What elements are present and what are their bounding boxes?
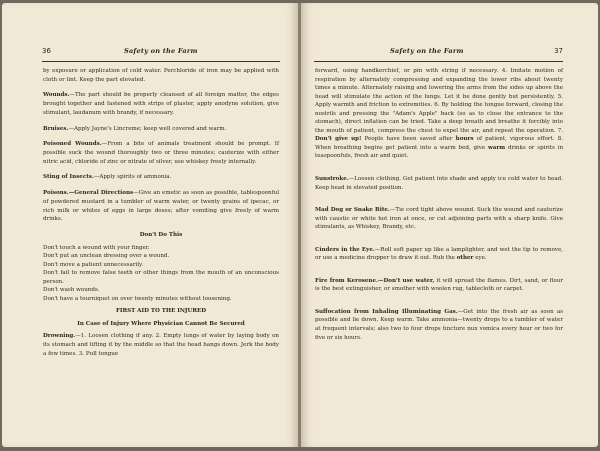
poisoned-wounds-paragraph xyxy=(43,140,279,166)
sunstroke-text: —Loosen clothing. Get patient into shade and apply ice cold water to head. Keep head in elevated position. xyxy=(315,176,563,191)
sunstroke-heading: Sunstroke. xyxy=(315,176,349,183)
cinders-text: —Roll soft paper up like a lamplighter, and wet the tip to remove, or use a medicine dropper to draw it out. Rub the xyxy=(315,246,563,262)
bruises-paragraph xyxy=(43,125,279,134)
left-running-title: Safety on the Farm xyxy=(124,47,198,55)
poisons-heading: Poisons.—General Directions xyxy=(43,190,134,197)
left-header-rule xyxy=(42,61,280,62)
dont-item: Don't have a tourniquet on over twenty minutes without loosening. xyxy=(43,295,232,302)
right-running-title: Safety on the Farm xyxy=(390,47,464,55)
cinders-paragraph xyxy=(315,246,563,263)
cinders-heading: Cinders in the Eye. xyxy=(315,246,375,253)
poisoned-wounds-heading: Poisoned Wounds. xyxy=(43,141,102,148)
left-page-body xyxy=(43,67,279,366)
suffocation-text: —Get into the fresh air as soon as possible and lie down. Keep warm. Take ammonia—twenty drops to a tumbler of water at frequent intervals; also two to four drops tincture nux vomica every hour or two for five or six hours. xyxy=(315,308,563,341)
other-text: other xyxy=(456,255,474,262)
dont-item: Don't touch a wound with your finger. xyxy=(43,244,150,251)
poisoned-wounds-text: —From a bite of animals treatment should be prompt. If possible suck the wound thoroughly two or three minutes; cauterize with either nitric acid, chloride of zinc or nitrate of silver, use whiskey freely internally. xyxy=(43,141,280,165)
bruises-heading: Bruises. xyxy=(43,125,69,132)
sunstroke-paragraph xyxy=(315,175,563,192)
hours-text: hours xyxy=(455,136,474,143)
poisons-paragraph xyxy=(43,189,279,223)
fire-paragraph xyxy=(315,277,563,294)
suffocation-paragraph xyxy=(315,308,563,342)
warm-text: warm xyxy=(487,144,506,151)
dont-item: Don't wash wounds. xyxy=(43,287,100,294)
mad-dog-heading: Mad Dog or Snake Bite. xyxy=(315,207,390,214)
left-page-number: 36 xyxy=(42,47,51,55)
dont-item: Don't put an unclean dressing over a wound. xyxy=(43,253,170,260)
bruises-text: —Apply Jayne's Lincreme; keep well covered and warm. xyxy=(68,125,227,132)
sting-heading: Sting of Insects. xyxy=(43,174,94,181)
suffocation-heading: Suffocation from Inhaling Illuminating Gas. xyxy=(315,308,458,315)
right-page-number: 37 xyxy=(554,47,563,55)
sting-paragraph xyxy=(43,173,279,182)
sting-text: —Apply spirits of ammonia. xyxy=(93,174,172,181)
dont-item: Don't move a patient unnecessarily. xyxy=(43,261,144,268)
dont-item: Don't fail to remove false teeth or other things from the mouth of an unconscious person. xyxy=(43,270,279,285)
fire-heading: Fire from Kerosene.—Don't use water, xyxy=(315,277,435,284)
dont-do-this-heading: Don't Do This xyxy=(139,232,183,238)
cinders-end-text: eye. xyxy=(475,255,487,262)
right-page xyxy=(301,3,598,447)
poisons-text: —Give an emetic as soon as possible, tablespoonful of powdered mustard in a tumbler of warm water, or twenty grains of ipecac, or rich milk or whites of eggs in large doses; after vomiting give freely of warm drinks. xyxy=(43,190,279,223)
first-aid-heading: FIRST AID TO THE INJURED xyxy=(115,308,207,315)
wounds-heading: Wounds. xyxy=(43,92,70,99)
left-page-header xyxy=(42,45,278,59)
mad-dog-paragraph xyxy=(315,206,563,232)
drowning-continued-text-c: of patient, vigorous effort. 8. When breathing begins get patient into a warm bed, give xyxy=(315,136,563,151)
right-page-body xyxy=(315,67,563,350)
drowning-continued-text-b: People have been saved after xyxy=(364,136,453,143)
right-header-rule xyxy=(314,61,563,62)
drowning-paragraph xyxy=(43,332,279,358)
drowning-continued-text: forward, using handkerchief, or pin with string if necessary. 4. Imitate motion of respiration by alternately compressing and expanding the lower ribs about twenty times a minute. Alternately raising and lowering the arms from the sides up above the head will stimulate the action of the lungs. Let it be done gently but persistently. 5. Apply warmth and friction to extremities. 6. By holding the tongue forward, closing the nostrils and pressing the "Adam's Apple" back (so as to close the entrance to the stomach), direct inflation can be tried. Take a deep breath and breathe it forcibly into the mouth of patient, compress the chest to expel the air, and repeat the operation. 7. xyxy=(315,68,563,134)
drowning-continued-text-d: drinks or spirits in teaspoonfuls, fresh air and quiet. xyxy=(315,144,564,160)
wounds-text: —The part should be properly cleansed of all foreign matter, the edges brought together and fastened with strips of plaster, apply anodyne solution, give stimulant, laudanum with brandy, if necessary. xyxy=(43,92,279,116)
paragraph-continued: by exposure or application of cold water. Perchloride of iron may be applied with cloth or lint. Keep the part elevated. xyxy=(43,68,279,83)
fire-text: it will spread the flames. Dirt, sand, or flour is the best extinguisher, or smother with woolen rug, tablecloth or carpet. xyxy=(315,277,563,293)
injury-subheading: In Case of Injury Where Physician Cannot Be Secured xyxy=(77,320,245,327)
left-page xyxy=(2,3,298,447)
dont-give-up-text: Don't give up! xyxy=(315,136,362,143)
right-page-header xyxy=(315,45,563,59)
drowning-heading: Drowning. xyxy=(43,333,76,340)
wounds-paragraph xyxy=(43,91,279,117)
drowning-continued-paragraph xyxy=(315,67,563,161)
drowning-text: —1. Loosen clothing if any. 2. Empty lungs of water by laying body on its stomach and lifting it by the middle so that the head hangs down. Jerk the body a few times. 3. Pull tongue xyxy=(43,333,279,357)
mad-dog-text: —Tie cord tight above wound. Suck the wound and cauterize with caustic or white hot iron at once, or cut adjoining parts with a sharp knife. Give stimulants, as Whiskey, Brandy, etc. xyxy=(315,207,563,231)
